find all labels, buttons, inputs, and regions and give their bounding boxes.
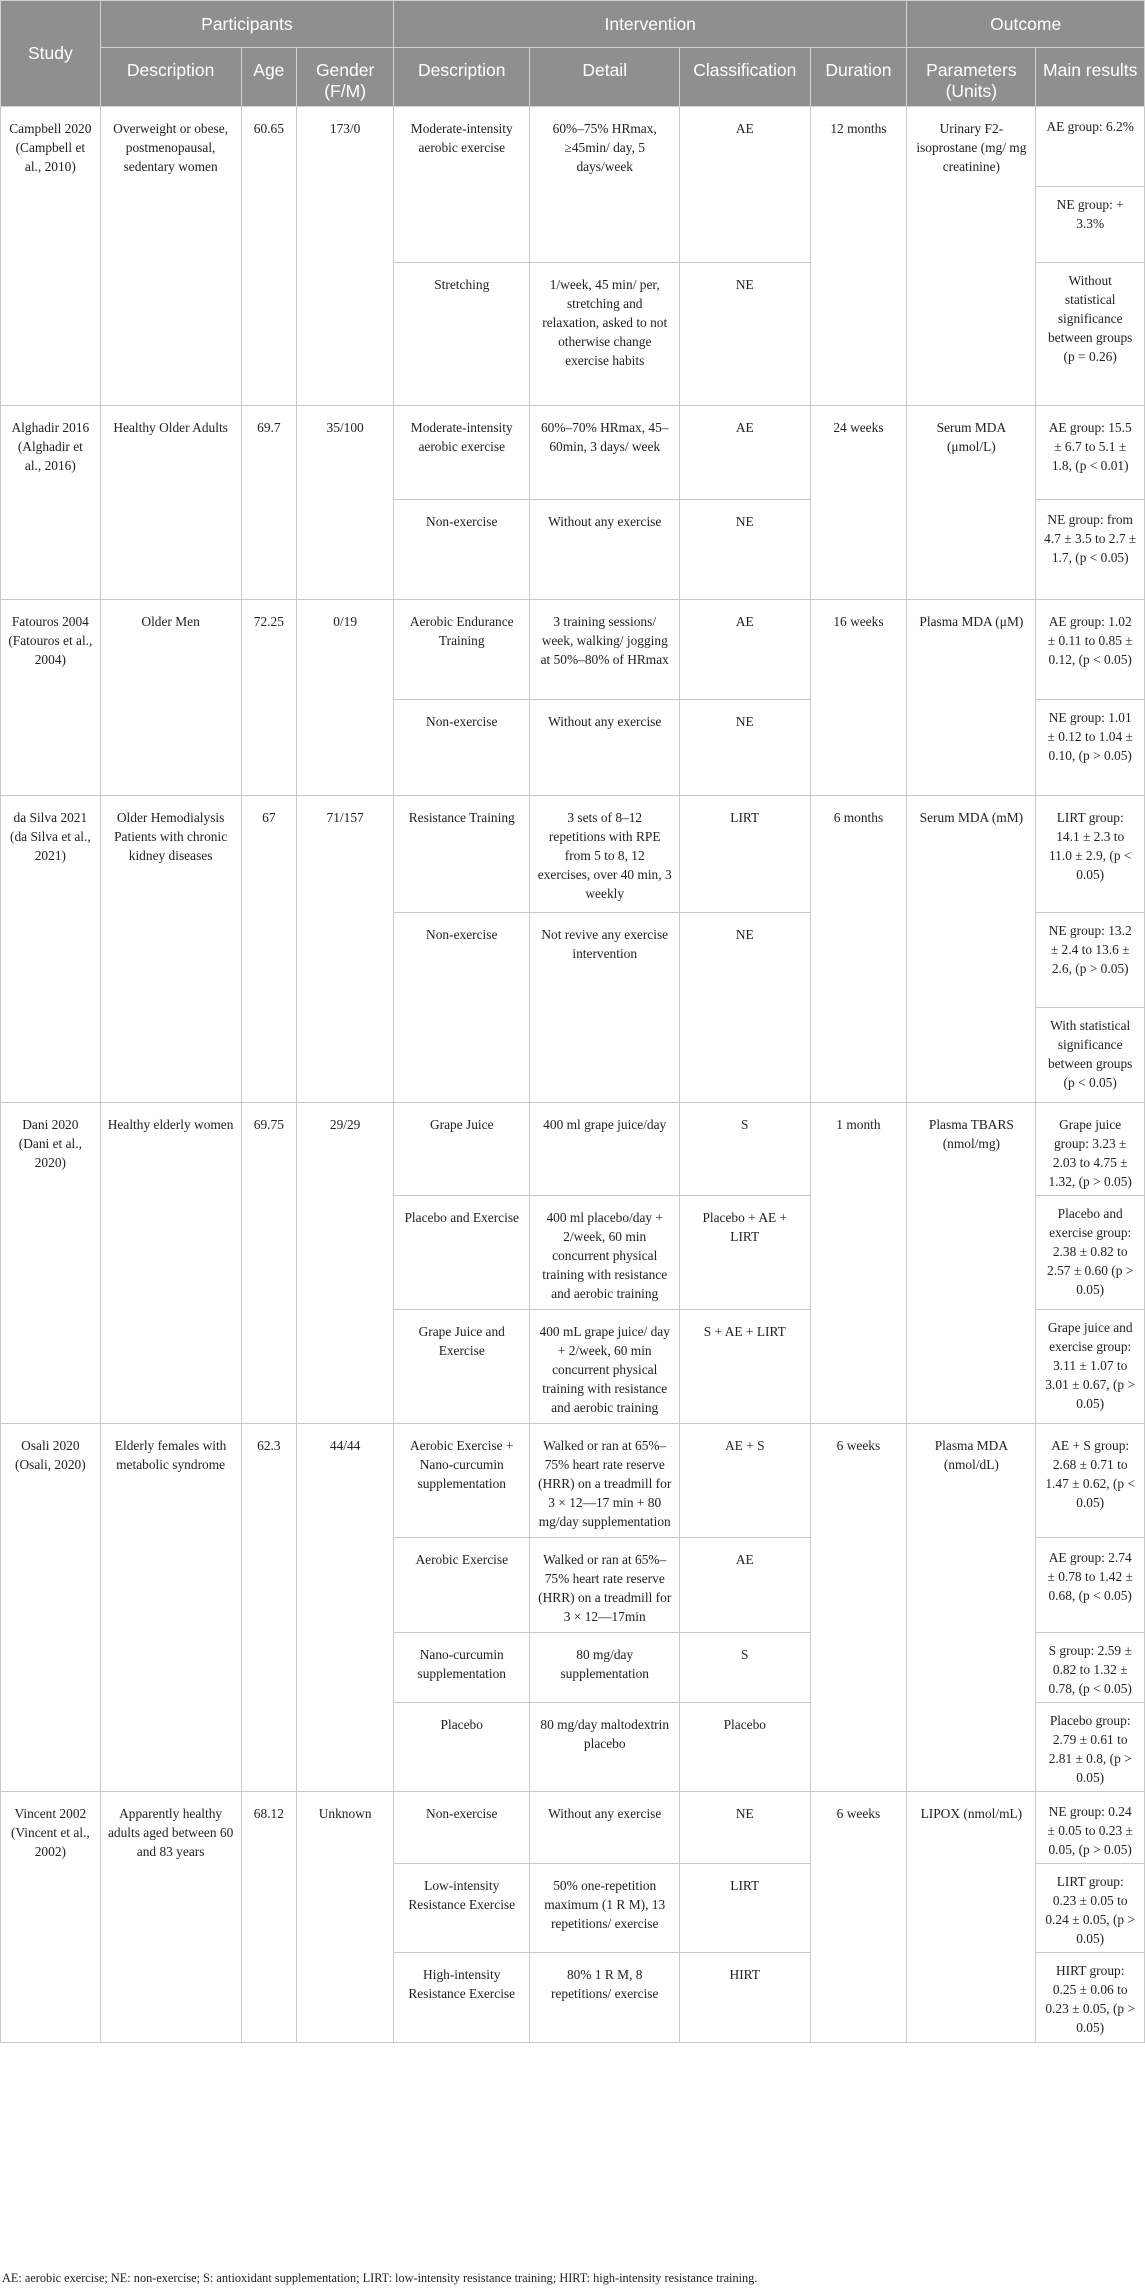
intervention-detail-cell: 400 ml placebo/day + 2/week, 60 min concurrent physical training with resistance and aerobic training [530,1196,680,1310]
classification-cell: NE [680,700,811,796]
parameters-cell: Serum MDA (mM) [907,796,1036,1103]
result-cell: LIRT group: 14.1 ± 2.3 to 11.0 ± 2.9, (p < 0.05) [1036,796,1145,913]
intervention-description-cell: Low-intensity Resistance Exercise [394,1864,530,1953]
result-cell: S group: 2.59 ± 0.82 to 1.32 ± 0.78, (p < 0.05) [1036,1633,1145,1703]
classification-cell: AE + S [680,1424,811,1538]
classification-cell: NE [680,1792,811,1864]
participants-description-cell: Older Hemodialysis Patients with chronic kidney diseases [100,796,241,1103]
table-row [1,1103,1145,1196]
intervention-detail-cell: Not revive any exercise intervention [530,913,680,1103]
classification-cell: S + AE + LIRT [680,1310,811,1424]
intervention-detail-cell: 400 mL grape juice/ day + 2/week, 60 min concurrent physical training with resistance and aerobic training [530,1310,680,1424]
classification-cell: HIRT [680,1953,811,2043]
intervention-description-cell: Moderate-intensity aerobic exercise [394,107,530,263]
gender-cell: 44/44 [297,1424,394,1792]
intervention-detail-cell: Without any exercise [530,1792,680,1864]
result-cell: Placebo and exercise group: 2.38 ± 0.82 to 2.57 ± 0.60 (p > 0.05) [1036,1196,1145,1310]
result-cell: NE group: 13.2 ± 2.4 to 13.6 ± 2.6, (p > 0.05) [1036,913,1145,1008]
intervention-description-cell: Placebo [394,1703,530,1792]
intervention-detail-cell: 400 ml grape juice/day [530,1103,680,1196]
intervention-description-cell: Non-exercise [394,1792,530,1864]
intervention-description-cell: Non-exercise [394,500,530,600]
result-cell: Without statistical significance between groups (p = 0.26) [1036,263,1145,406]
gender-cell: 0/19 [297,600,394,796]
participants-description-cell: Healthy Older Adults [100,406,241,600]
intervention-description-cell: Non-exercise [394,913,530,1103]
result-cell: AE + S group: 2.68 ± 0.71 to 1.47 ± 0.62, (p < 0.05) [1036,1424,1145,1538]
intervention-description-cell: Stretching [394,263,530,406]
study-cell: Vincent 2002 (Vincent et al., 2002) [1,1792,101,2043]
result-cell: AE group: 15.5 ± 6.7 to 5.1 ± 1.8, (p < 0.01) [1036,406,1145,500]
gender-cell: 29/29 [297,1103,394,1424]
header-parameters: Parameters (Units) [907,48,1036,107]
header-outcome: Outcome [907,1,1145,48]
intervention-detail-cell: 80 mg/day supplementation [530,1633,680,1703]
header-age: Age [241,48,297,107]
classification-cell: S [680,1103,811,1196]
header-intervention-description: Description [394,48,530,107]
duration-cell: 1 month [810,1103,907,1424]
duration-cell: 6 months [810,796,907,1103]
intervention-detail-cell: 3 training sessions/ week, walking/ jogging at 50%–80% of HRmax [530,600,680,700]
study-cell: da Silva 2021 (da Silva et al., 2021) [1,796,101,1103]
result-cell: AE group: 2.74 ± 0.78 to 1.42 ± 0.68, (p < 0.05) [1036,1538,1145,1633]
header-study: Study [1,1,101,107]
parameters-cell: LIPOX (nmol/mL) [907,1792,1036,2043]
age-cell: 60.65 [241,107,297,406]
classification-cell: Placebo + AE + LIRT [680,1196,811,1310]
study-cell: Fatouros 2004 (Fatouros et al., 2004) [1,600,101,796]
classification-cell: S [680,1633,811,1703]
age-cell: 69.75 [241,1103,297,1424]
header-participants: Participants [100,1,393,48]
result-cell: AE group: 1.02 ± 0.11 to 0.85 ± 0.12, (p < 0.05) [1036,600,1145,700]
table-row [1,107,1145,187]
header-detail: Detail [530,48,680,107]
participants-description-cell: Overweight or obese, postmenopausal, sedentary women [100,107,241,406]
table-footnote: AE: aerobic exercise; NE: non-exercise; S: antioxidant supplementation; LIRT: low-intensity resistance training; HIRT: high-intensity resistance training. [2,2271,758,2285]
intervention-detail-cell: Walked or ran at 65%–75% heart rate reserve (HRR) on a treadmill for 3 × 12—17min [530,1538,680,1633]
classification-cell: NE [680,500,811,600]
result-cell: NE group: 1.01 ± 0.12 to 1.04 ± 0.10, (p > 0.05) [1036,700,1145,796]
duration-cell: 16 weeks [810,600,907,796]
study-cell: Campbell 2020 (Campbell et al., 2010) [1,107,101,406]
result-cell: Grape juice and exercise group: 3.11 ± 1.07 to 3.01 ± 0.67, (p > 0.05) [1036,1310,1145,1424]
duration-cell: 6 weeks [810,1792,907,2043]
intervention-description-cell: Grape Juice and Exercise [394,1310,530,1424]
table-row [1,600,1145,700]
intervention-description-cell: Moderate-intensity aerobic exercise [394,406,530,500]
header-classification: Classification [680,48,811,107]
header-main-results: Main results [1036,48,1145,107]
intervention-description-cell: High-intensity Resistance Exercise [394,1953,530,2043]
participants-description-cell: Elderly females with metabolic syndrome [100,1424,241,1792]
classification-cell: Placebo [680,1703,811,1792]
intervention-description-cell: Resistance Training [394,796,530,913]
result-cell: NE group: from 4.7 ± 3.5 to 2.7 ± 1.7, (p < 0.05) [1036,500,1145,600]
table-row [1,1424,1145,1538]
result-cell: AE group: 6.2% [1036,107,1145,187]
result-cell: Placebo group: 2.79 ± 0.61 to 2.81 ± 0.8, (p > 0.05) [1036,1703,1145,1792]
age-cell: 69.7 [241,406,297,600]
intervention-detail-cell: Without any exercise [530,500,680,600]
parameters-cell: Plasma MDA (nmol/dL) [907,1424,1036,1792]
parameters-cell: Urinary F2-isoprostane (mg/ mg creatinine) [907,107,1036,406]
participants-description-cell: Older Men [100,600,241,796]
table-header [1,1,1145,107]
intervention-detail-cell: Without any exercise [530,700,680,796]
intervention-detail-cell: 60%–75% HRmax, ≥45min/ day, 5 days/week [530,107,680,263]
classification-cell: AE [680,600,811,700]
study-cell: Dani 2020 (Dani et al., 2020) [1,1103,101,1424]
parameters-cell: Serum MDA (μmol/L) [907,406,1036,600]
gender-cell: Unknown [297,1792,394,2043]
intervention-description-cell: Placebo and Exercise [394,1196,530,1310]
intervention-description-cell: Aerobic Endurance Training [394,600,530,700]
classification-cell: AE [680,406,811,500]
parameters-cell: Plasma TBARS (nmol/mg) [907,1103,1036,1424]
intervention-description-cell: Nano-curcumin supplementation [394,1633,530,1703]
classification-cell: AE [680,107,811,263]
intervention-detail-cell: Walked or ran at 65%–75% heart rate reserve (HRR) on a treadmill for 3 × 12—17 min + 80 mg/day supplementation [530,1424,680,1538]
intervention-description-cell: Grape Juice [394,1103,530,1196]
classification-cell: NE [680,263,811,406]
age-cell: 68.12 [241,1792,297,2043]
intervention-detail-cell: 50% one-repetition maximum (1 R M), 13 repetitions/ exercise [530,1864,680,1953]
gender-cell: 35/100 [297,406,394,600]
age-cell: 67 [241,796,297,1103]
result-cell: NE group: + 3.3% [1036,187,1145,263]
age-cell: 72.25 [241,600,297,796]
classification-cell: LIRT [680,796,811,913]
table-body [1,107,1145,2043]
study-cell: Alghadir 2016 (Alghadir et al., 2016) [1,406,101,600]
header-intervention: Intervention [394,1,907,48]
table-row [1,796,1145,877]
duration-cell: 6 weeks [810,1424,907,1792]
table-row [1,406,1145,500]
classification-cell: LIRT [680,1864,811,1953]
intervention-detail-cell: 80% 1 R M, 8 repetitions/ exercise [530,1953,680,2043]
intervention-detail-cell: 3 sets of 8–12 repetitions with RPE from 5 to 8, 12 exercises, over 40 min, 3 weekly [530,796,680,913]
participants-description-cell: Apparently healthy adults aged between 60 and 83 years [100,1792,241,2043]
duration-cell: 12 months [810,107,907,406]
intervention-detail-cell: 1/week, 45 min/ per, stretching and relaxation, asked to not otherwise change exercise habits [530,263,680,406]
intervention-detail-cell: 60%–70% HRmax, 45–60min, 3 days/ week [530,406,680,500]
result-cell: NE group: 0.24 ± 0.05 to 0.23 ± 0.05, (p > 0.05) [1036,1792,1145,1864]
intervention-description-cell: Aerobic Exercise + Nano-curcumin supplementation [394,1424,530,1538]
participants-description-cell: Healthy elderly women [100,1103,241,1424]
gender-cell: 173/0 [297,107,394,406]
parameters-cell: Plasma MDA (μM) [907,600,1036,796]
intervention-description-cell: Non-exercise [394,700,530,796]
classification-cell: NE [680,913,811,1103]
result-cell: LIRT group: 0.23 ± 0.05 to 0.24 ± 0.05, (p > 0.05) [1036,1864,1145,1953]
table-row [1,1792,1145,1864]
gender-cell: 71/157 [297,796,394,1103]
header-duration: Duration [810,48,907,107]
intervention-description-cell: Aerobic Exercise [394,1538,530,1633]
result-cell: With statistical significance between groups (p < 0.05) [1036,1008,1145,1103]
header-participants-description: Description [100,48,241,107]
age-cell: 62.3 [241,1424,297,1792]
result-cell: HIRT group: 0.25 ± 0.06 to 0.23 ± 0.05, (p > 0.05) [1036,1953,1145,2043]
header-gender: Gender (F/M) [297,48,394,107]
intervention-detail-cell: 80 mg/day maltodextrin placebo [530,1703,680,1792]
classification-cell: AE [680,1538,811,1633]
duration-cell: 24 weeks [810,406,907,600]
study-cell: Osali 2020 (Osali, 2020) [1,1424,101,1792]
result-cell: Grape juice group: 3.23 ± 2.03 to 4.75 ± 1.32, (p > 0.05) [1036,1103,1145,1196]
